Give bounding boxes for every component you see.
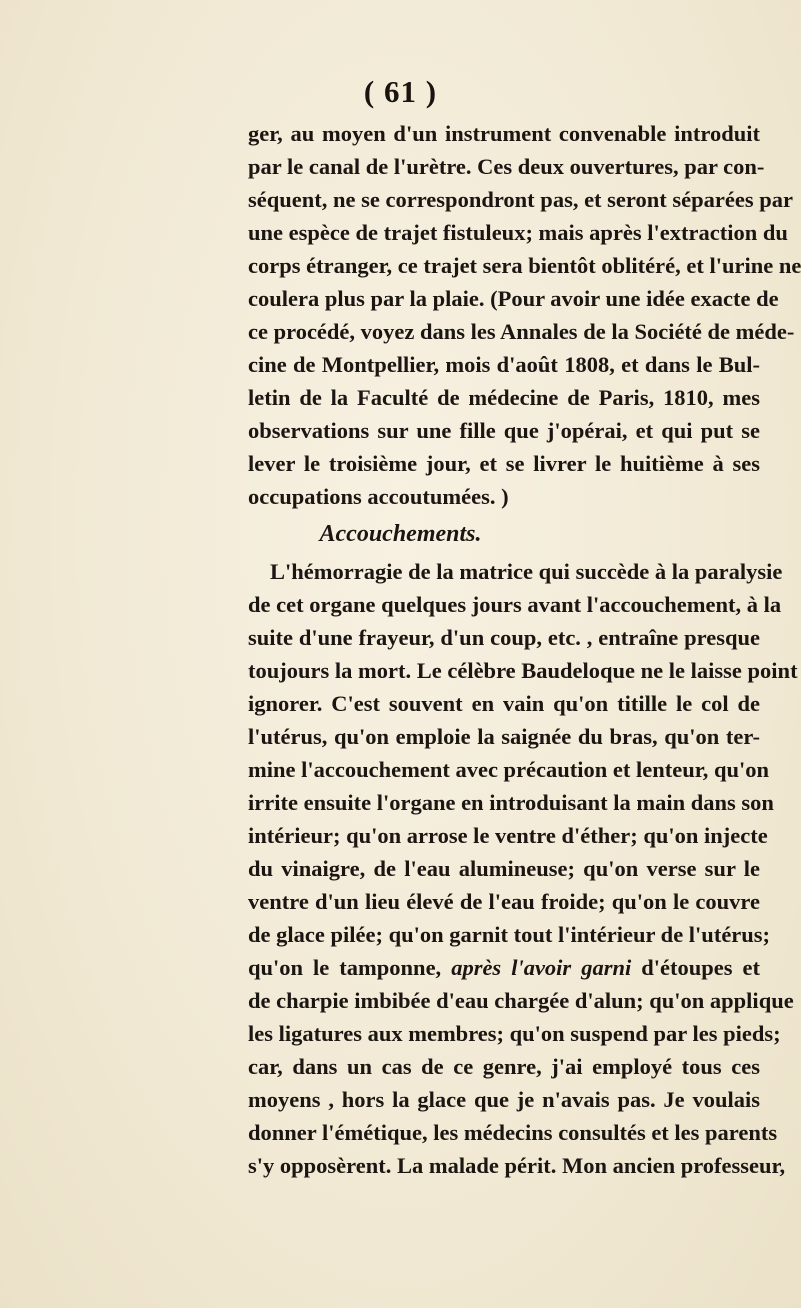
text-line: ignorer. C'est souvent en vain qu'on titille le col de	[248, 691, 760, 716]
text-line: séquent, ne se correspondront pas, et seront séparées par	[248, 187, 793, 212]
text-line: s'y opposèrent. La malade périt. Mon ancien professeur,	[248, 1153, 786, 1178]
text-line: de charpie imbibée d'eau chargée d'alun; qu'on applique	[248, 988, 794, 1013]
text-line: occupations accoutumées. )	[248, 484, 509, 509]
text-line: de glace pilée; qu'on garnit tout l'intérieur de l'utérus;	[248, 922, 771, 947]
page-number: ( 61 )	[363, 74, 438, 109]
text-line: car, dans un cas de ce genre, j'ai employé tous ces	[248, 1054, 760, 1079]
text-line: par le canal de l'urètre. Ces deux ouvertures, par con-	[248, 154, 765, 179]
text-line: mine l'accouchement avec précaution et lenteur, qu'on	[248, 757, 769, 782]
text-line: l'utérus, qu'on emploie la saignée du bras, qu'on ter-	[248, 724, 760, 749]
italic-phrase: après l'avoir garni	[451, 955, 632, 980]
text-line: ger, au moyen d'un instrument convenable introduit	[248, 121, 760, 146]
text-line: ce procédé, voyez dans les Annales de la Société de méde-	[248, 319, 795, 344]
line-end: d'étoupes et	[631, 955, 760, 980]
text-line: ventre d'un lieu élevé de l'eau froide; qu'on le couvre	[248, 889, 760, 914]
text-line: corps étranger, ce trajet sera bientôt oblitéré, et l'urine ne	[248, 253, 801, 278]
text-line: une espèce de trajet fistuleux; mais après l'extraction du	[248, 220, 788, 245]
text-line: de cet organe quelques jours avant l'accouchement, à la	[248, 592, 782, 617]
text-line: donner l'émétique, les médecins consultés et les parents	[248, 1120, 778, 1145]
text-line: cine de Montpellier, mois d'août 1808, et dans le Bul-	[248, 352, 760, 377]
text-line-with-italic	[248, 953, 760, 983]
text-line: coulera plus par la plaie. (Pour avoir une idée exacte de	[248, 286, 779, 311]
section-heading: Accouchements.	[319, 521, 482, 547]
text-line: lever le troisième jour, et se livrer le huitième à ses	[248, 451, 760, 476]
line-start: qu'on le tamponne,	[248, 955, 452, 980]
text-line: intérieur; qu'on arrose le ventre d'éther; qu'on injecte	[248, 823, 768, 848]
text-line: irrite ensuite l'organe en introduisant la main dans son	[248, 790, 774, 815]
text-line: letin de la Faculté de médecine de Paris, 1810, mes	[248, 385, 760, 410]
text-line: suite d'une frayeur, d'un coup, etc. , entraîne presque	[248, 625, 760, 650]
text-line: du vinaigre, de l'eau alumineuse; qu'on verse sur le	[248, 856, 760, 881]
text-line: toujours la mort. Le célèbre Baudeloque ne le laisse point	[248, 658, 798, 683]
text-line: observations sur une fille que j'opérai, et qui put se	[248, 418, 760, 443]
text-line: L'hémorragie de la matrice qui succède à la paralysie	[270, 559, 783, 584]
text-line: moyens , hors la glace que je n'avais pas. Je voulais	[248, 1087, 760, 1112]
text-line: les ligatures aux membres; qu'on suspend par les pieds;	[248, 1021, 781, 1046]
